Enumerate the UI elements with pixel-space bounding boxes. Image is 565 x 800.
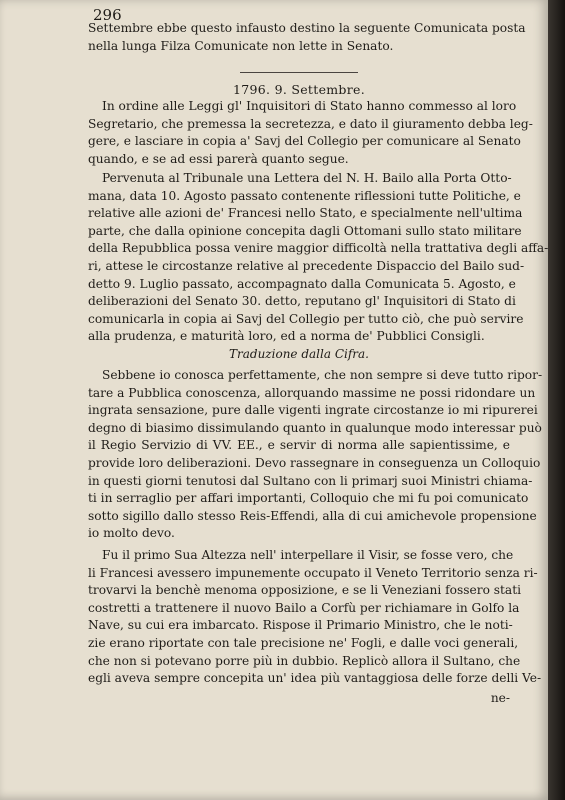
text-line: Sebbene io conosca perfettamente, che non sempre si deve tutto ripor- — [102, 368, 543, 382]
text-line: gere, e lasciare in copia a' Savj del Collegio per comunicare al Senato — [88, 134, 521, 149]
text-line: ti in serraglio per affari importanti, Colloquio che mi fu poi comunicato — [88, 491, 529, 506]
text-line: tare a Pubblica conoscenza, allorquando massime ne possi ridondare un — [88, 385, 536, 400]
text-line: costretti a trattenere il nuovo Bailo a Corfù per richiamare in Golfo la — [88, 600, 520, 615]
text-line: ingrata sensazione, pure dalle vigenti ingrate circostanze io mi ripurerei — [88, 403, 538, 418]
page-number: 296 — [93, 6, 122, 24]
text-line: zie erano riportate con tale precisione ne' Fogli, e dalle voci generali, — [88, 635, 519, 650]
text-line: egli aveva sempre concepita un' idea più vantaggiosa delle forze delli Ve- — [88, 671, 542, 686]
paragraph-sultan — [88, 547, 542, 688]
text-line: parte, che dalla opinione concepita dagli Ottomani sullo stato militare — [88, 223, 522, 238]
text-line: il Regio Servizio di VV. EE., e servir di norma alle sapientissime, e — [88, 438, 510, 453]
text-line: Fu il primo Sua Altezza nell' interpellare il Visir, se fosse vero, che — [102, 548, 514, 562]
text-line: ri, attese le circostanze relative al precedente Dispaccio del Bailo sud- — [88, 258, 525, 273]
paragraph-letter — [88, 170, 548, 346]
catchword-text: ne- — [490, 691, 510, 705]
text-line: In ordine alle Leggi gl' Inquisitori di Stato hanno commesso al loro — [102, 99, 517, 113]
book-spine-edge — [548, 0, 565, 800]
text-line: della Repubblica possa venire maggior difficoltà nella trattativa degli affa- — [88, 241, 548, 256]
text-line: che non si potevano porre più in dubbio. Replicò allora il Sultano, che — [88, 653, 521, 668]
entry-date: 1796. 9. Settembre. — [233, 82, 365, 97]
intro-paragraph — [88, 20, 526, 55]
text-line: degno di biasimo dissimulando quanto in qualunque modo interessar può — [88, 420, 542, 435]
text-line: alla prudenza, e maturità loro, ed a norma de' Pubblici Consigli. — [88, 329, 485, 344]
paragraph-translation — [88, 367, 543, 543]
text-line: nella lunga Filza Comunicate non lette in Senato. — [88, 38, 394, 53]
text-line: trovarvi la benchè menoma opposizione, e se li Veneziani fossero stati — [88, 583, 521, 598]
text-line: provide loro deliberazioni. Devo rassegnare in conseguenza un Colloquio — [88, 455, 541, 470]
text-line: io molto devo. — [88, 526, 175, 541]
text-line: sotto sigillo dallo stesso Reis-Effendi, alla di cui amichevole propensione — [88, 508, 537, 523]
text-line: li Francesi avessero impunemente occupato il Veneto Territorio senza ri- — [88, 565, 538, 580]
text-line: Segretario, che premessa la secretezza, e dato il giuramento debba leg- — [88, 116, 533, 131]
divider-rule — [240, 72, 358, 73]
text-line: Settembre ebbe questo infausto destino la seguente Comunicata posta — [88, 21, 526, 35]
text-line: quando, e se ad essi parerà quanto segue. — [88, 151, 349, 166]
paragraph-orders — [88, 98, 533, 168]
section-heading: Traduzione dalla Cifra. — [229, 347, 369, 361]
catchword — [88, 690, 510, 708]
text-line: Nave, su cui era imbarcato. Rispose il Primario Ministro, che le noti- — [88, 618, 513, 633]
text-line: in questi giorni tenutosi dal Sultano con li primarj suoi Ministri chiama- — [88, 473, 533, 488]
text-line: Pervenuta al Tribunale una Lettera del N. H. Bailo alla Porta Otto- — [102, 171, 512, 185]
text-line: relative alle azioni de' Francesi nello Stato, e specialmente nell'ultima — [88, 206, 523, 221]
text-line: detto 9. Luglio passato, accompagnato dalla Comunicata 5. Agosto, e — [88, 276, 516, 291]
text-line: deliberazioni del Senato 30. detto, reputano gl' Inquisitori di Stato di — [88, 294, 516, 309]
text-line: mana, data 10. Agosto passato contenente riflessioni tutte Politiche, e — [88, 188, 521, 203]
text-line: comunicarla in copia ai Savj del Collegio per tutto ciò, che può servire — [88, 311, 524, 326]
